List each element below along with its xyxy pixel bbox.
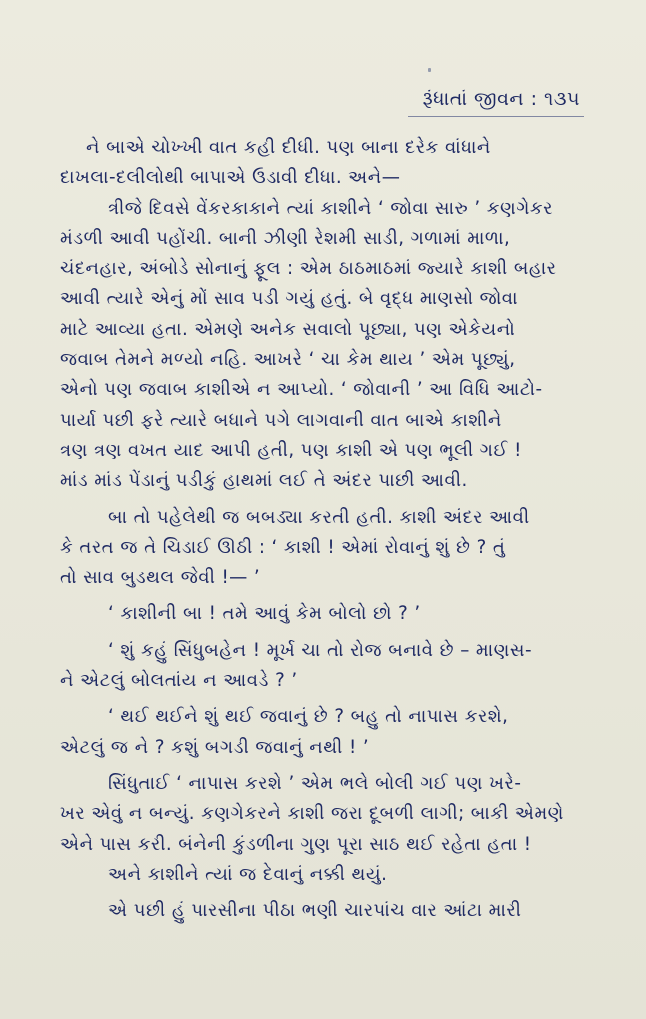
running-head: રૂંધાતાં જીવન : ૧૩૫	[422, 88, 580, 110]
text-line: બા તો પહેલેથી જ બબડ્યા કરતી હતી. કાશી અંદર આવી	[108, 506, 530, 528]
ink-speck	[428, 68, 431, 72]
text-line: મંડળી આવી પહોંચી. બાની ઝીણી રેશમી સાડી, ગળામાં માળા,	[60, 227, 511, 249]
text-line: એ પછી હું પારસીના પીઠા ભણી ચારપાંચ વાર આંટા મારી	[108, 900, 522, 922]
text-line: તો સાવ બુડથલ જેવી !— ’	[60, 567, 261, 589]
running-head-rule	[408, 116, 584, 117]
text-line: ને બાએ ચોખ્ખી વાત કહી દીધી. પણ બાના દરેક વાંધાને	[86, 137, 491, 158]
text-line: ને એટલું બોલતાંય ન આવડે ? ’	[60, 670, 298, 692]
text-line: માંડ માંડ પેંડાનું પડીકું હાથમાં લઈ તે અંદર પાછી આવી.	[60, 470, 468, 492]
page-body	[60, 133, 608, 926]
text-line: ‘ શું કહું સિંધુબહેન ! મૂર્ખ ચા તો રોજ બનાવે છે – માણસ-	[108, 639, 532, 661]
text-line: એનો પણ જવાબ કાશીએ ન આપ્યો. ‘ જોવાની ’ આ વિધિ આટો-	[60, 379, 543, 401]
text-line: જવાબ તેમને મળ્યો નહિ. આખરે ‘ ચા કેમ થાય ’ એમ પૂછ્યું,	[60, 349, 516, 371]
text-line: દાખલા-દલીલોથી બાપાએ ઉડાવી દીધા. અને—	[60, 167, 401, 189]
text-line: એને પાસ કરી. બંનેની કુંડળીના ગુણ પૂરા સાઠ થઈ રહેતા હતા !	[60, 833, 532, 855]
text-line: ચંદનહાર, અંબોડે સોનાનું ફૂલ : એમ ઠાઠમાઠમાં જ્યારે કાશી બહાર	[60, 258, 557, 280]
text-line: ‘ કાશીની બા ! તમે આવું કેમ બોલો છો ? ’	[108, 603, 421, 625]
text-line: અને કાશીને ત્યાં જ દેવાનું નક્કી થયું.	[108, 863, 388, 885]
text-line: સિંધુતાઈ ‘ નાપાસ કરશે ’ એમ ભલે બોલી ગઈ પણ ખરે-	[108, 772, 522, 794]
text-line: ખર એવું ન બન્યું. કણગેકરને કાશી જરા દૂબળી લાગી; બાકી એમણે	[60, 803, 564, 825]
text-line: કે તરત જ તે ચિડાઈ ઊઠી : ‘ કાશી ! એમાં રોવાનું શું છે ? તું	[60, 536, 506, 558]
text-line: પાર્યા પછી ફરે ત્યારે બધાને પગે લાગવાની વાત બાએ કાશીને	[60, 409, 502, 431]
text-line: ત્રણ ત્રણ વખત યાદ આપી હતી, પણ કાશી એ પણ ભૂલી ગઈ !	[60, 439, 522, 461]
text-line: આવી ત્યારે એનું મોં સાવ પડી ગયું હતું. બે વૃદ્ધ માણસો જોવા	[60, 288, 518, 310]
text-line: માટે આવ્યા હતા. એમણે અનેક સવાલો પૂછ્યા, પણ એકેયનો	[60, 318, 516, 340]
text-line: ત્રીજે દિવસે વેંકરકાકાને ત્યાં કાશીને ‘ જોવા સારુ ’ કણગેકર	[108, 197, 553, 219]
text-line: ‘ થઈ થઈને શું થઈ જવાનું છે ? બહુ તો નાપાસ કરશે,	[108, 706, 509, 728]
text-line: એટલું જ ને ? કશું બગડી જવાનું નથી ! ’	[60, 736, 370, 758]
